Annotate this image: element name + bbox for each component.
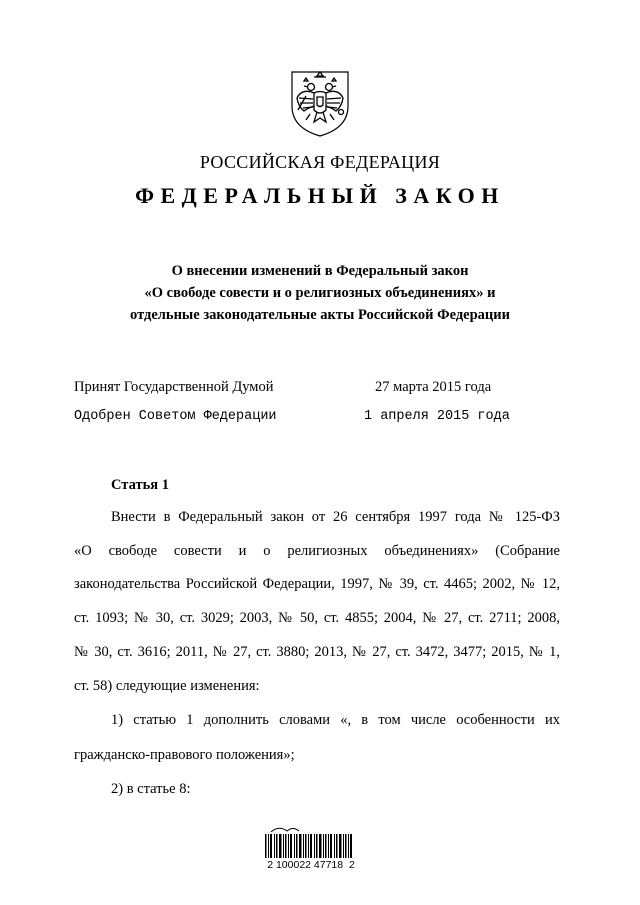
coat-of-arms-icon xyxy=(284,66,356,138)
country-name: РОССИЙСКАЯ ФЕДЕРАЦИЯ xyxy=(199,152,441,172)
article-text-line: гражданско-правового положения»; xyxy=(74,747,295,763)
article-text-line: ст. 58) следующие изменения: xyxy=(74,678,260,694)
barcode-number: 2 100022 47718 2 xyxy=(267,859,355,871)
article-text-line: «О свободе совести и о религиозных объединениях» (Собрание xyxy=(74,543,560,559)
law-title-line: отдельные законодательные акты Российской Федерации xyxy=(130,307,510,323)
duma-adoption-label: Принят Государственной Думой xyxy=(74,379,274,395)
duma-adoption-date: 27 марта 2015 года xyxy=(375,379,492,395)
article-text-line: № 30, ст. 3616; 2011, № 27, ст. 3880; 2013, № 27, ст. 3472, 3477; 2015, № 1, xyxy=(74,644,560,660)
article-text-line: ст. 1093; № 30, ст. 3029; 2003, № 50, ст. 4855; 2004, № 27, ст. 2711; 2008, xyxy=(74,610,560,626)
article-text-line: Внести в Федеральный закон от 26 сентября 1997 года № 125-ФЗ xyxy=(111,509,560,525)
article-text-line: законодательства Российской Федерации, 1997, № 39, ст. 4465; 2002, № 12, xyxy=(74,576,560,592)
document-type: ФЕДЕРАЛЬНЫЙ ЗАКОН xyxy=(135,183,505,208)
article-text-line: 1) статью 1 дополнить словами «, в том числе особенности их xyxy=(111,712,560,728)
law-title-line: О внесении изменений в Федеральный закон xyxy=(171,263,469,279)
law-title-line: «О свободе совести и о религиозных объединениях» и xyxy=(144,285,496,301)
barcode-icon xyxy=(265,824,353,858)
article-text-line: 2) в статье 8: xyxy=(111,781,191,797)
article-heading: Статья 1 xyxy=(111,477,169,493)
council-approval-label: Одобрен Советом Федерации xyxy=(74,409,277,424)
council-approval-date: 1 апреля 2015 года xyxy=(364,409,510,424)
law-title xyxy=(0,260,640,326)
